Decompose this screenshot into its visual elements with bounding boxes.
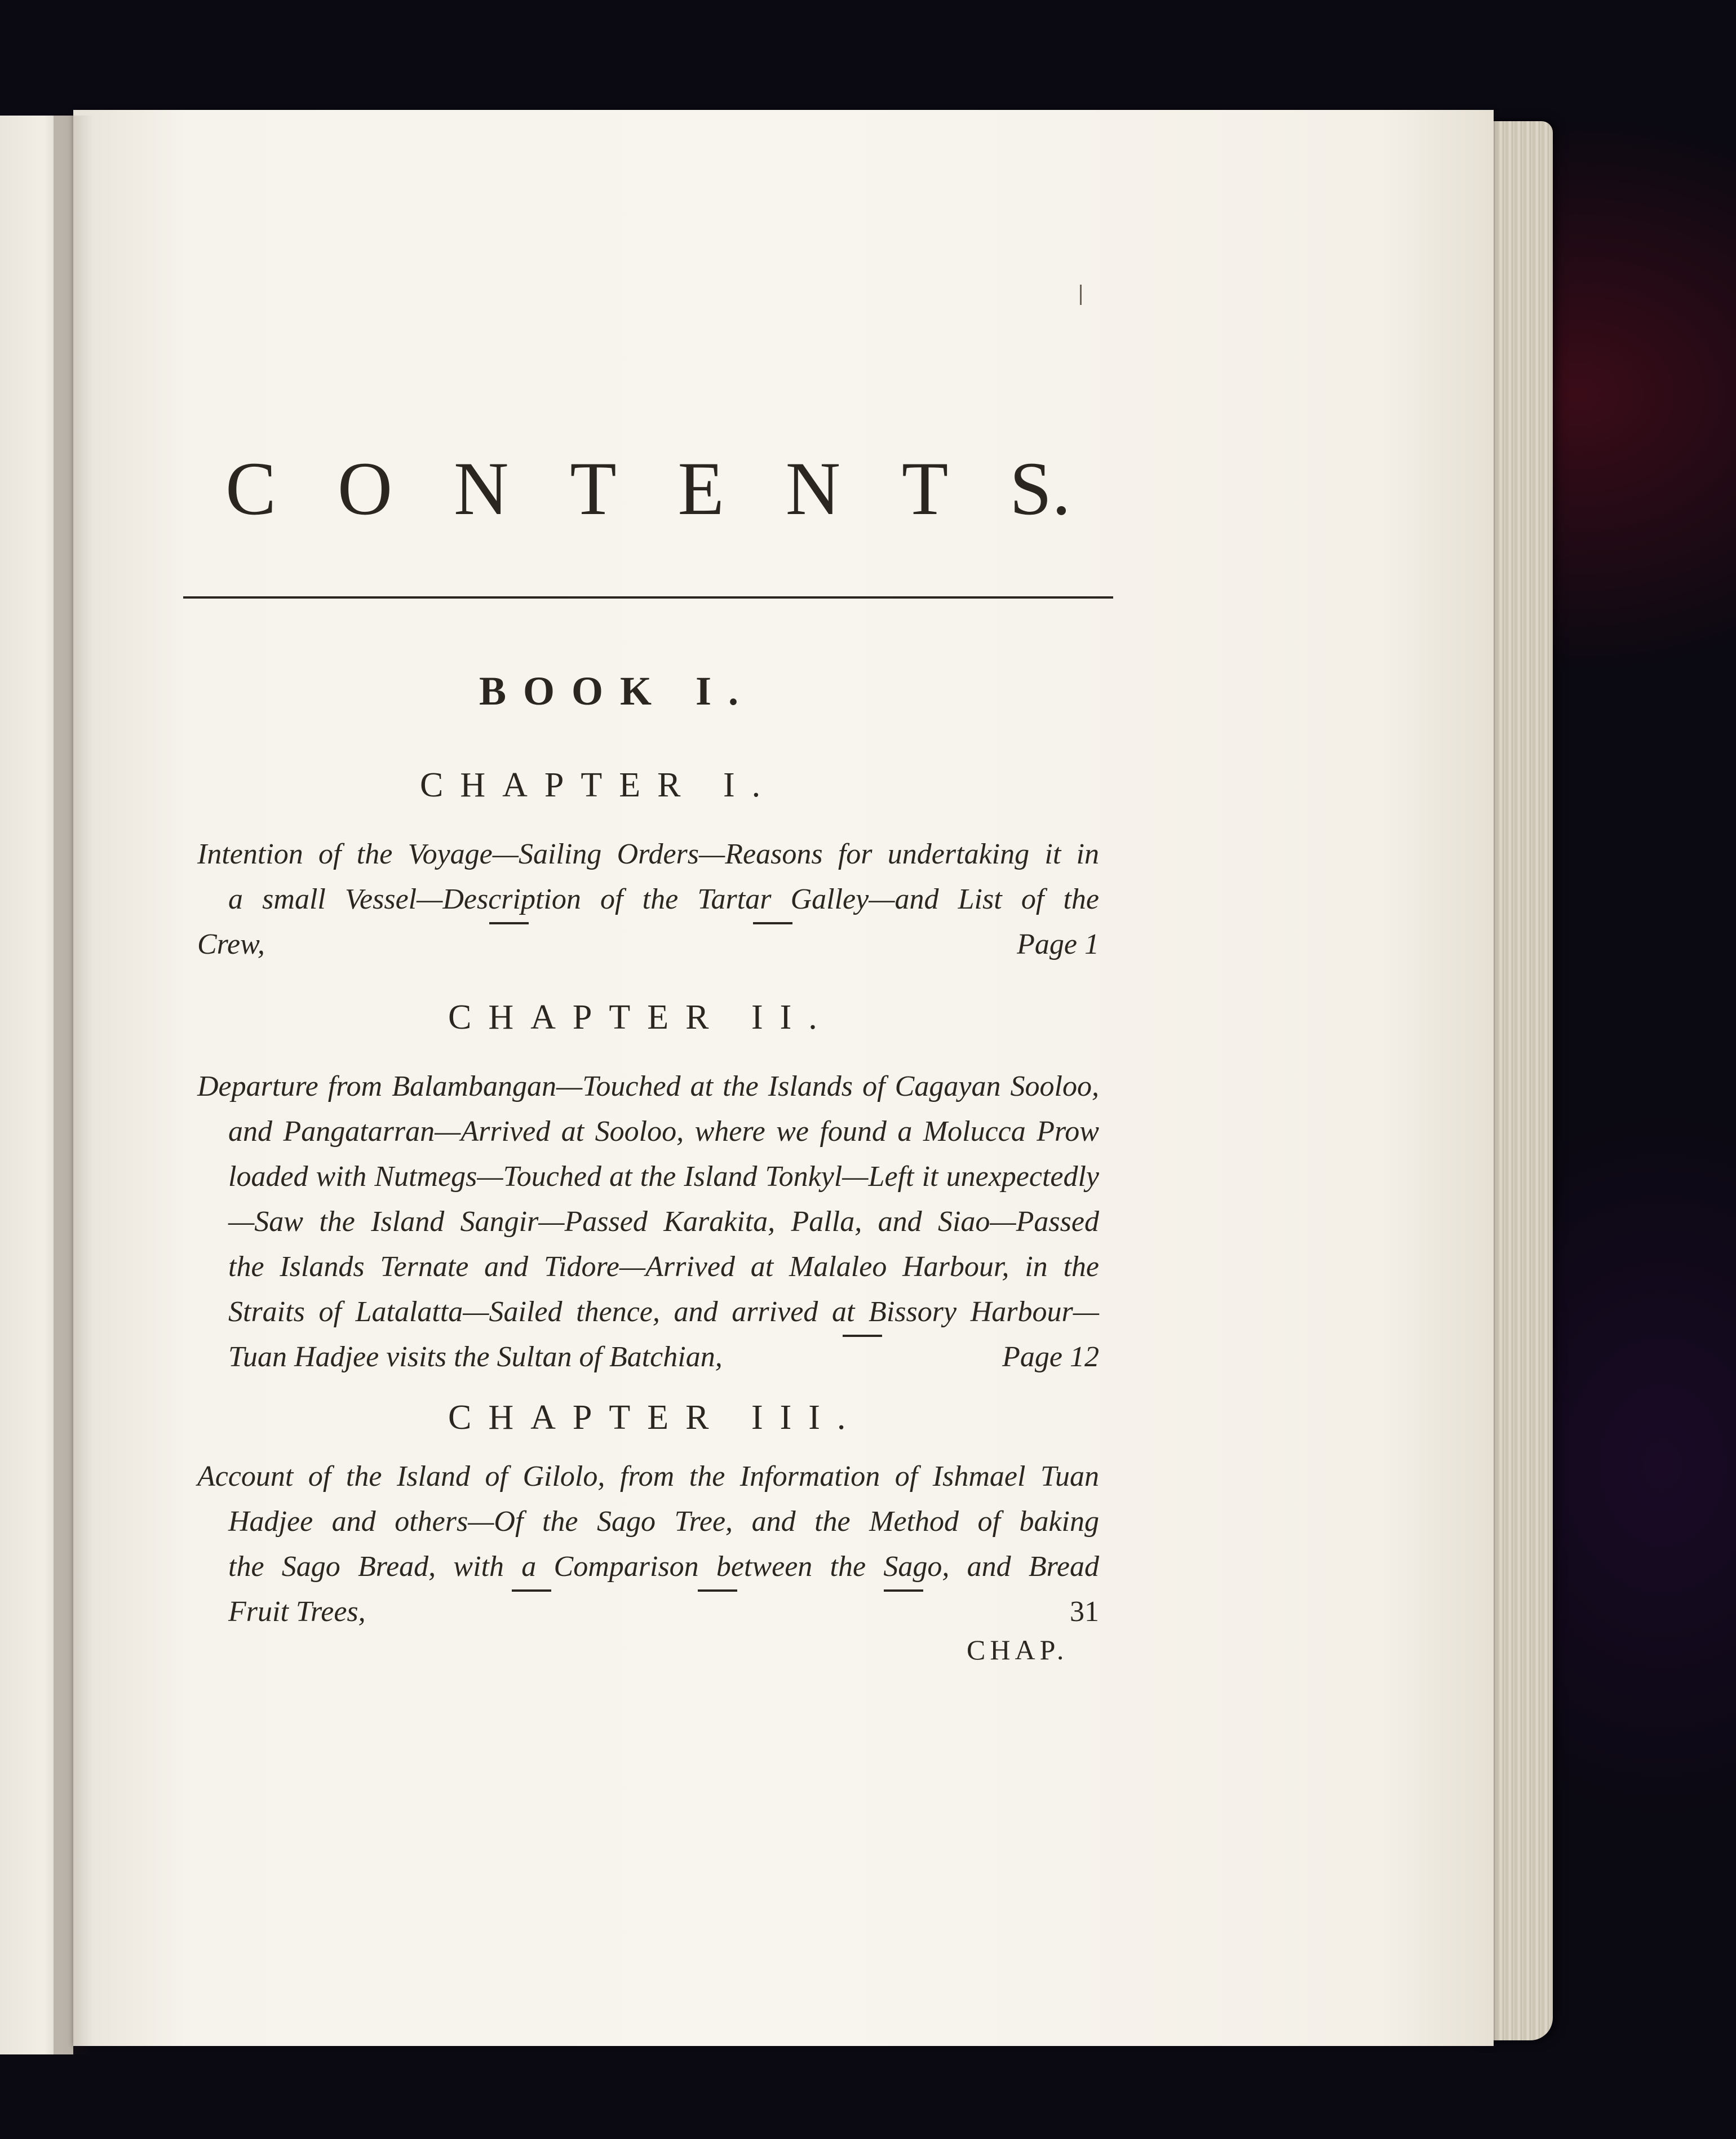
- chapter-heading: CHAPTER II.: [448, 998, 834, 1037]
- entry-last-line: [197, 1589, 1099, 1635]
- entry-line: Tuan Hadjee visits the Sultan of Batchian,: [228, 1341, 723, 1373]
- entry-line: —Saw the Island Sangir—Passed Karakita, Palla, and Siao—Passed: [228, 1206, 1099, 1238]
- title-letter: T: [901, 447, 949, 531]
- entry-line: Fruit Trees,: [228, 1596, 366, 1628]
- entry-line: Departure from Balambangan—Touched at the Islands of Cagayan Sooloo,: [197, 1070, 1099, 1102]
- entry-line: Straits of Latalatta—Sailed thence, and arrived at Bissory Harbour—: [228, 1296, 1099, 1328]
- leader-dash: [489, 922, 529, 967]
- title-letter: N: [785, 447, 841, 531]
- chapter-heading: CHAPTER I.: [420, 766, 778, 804]
- page-reference: 31: [1069, 1596, 1099, 1628]
- catchword: CHAP.: [967, 1634, 1069, 1666]
- title-letter: S.: [1009, 447, 1071, 531]
- entry-line: the Islands Ternate and Tidore—Arrived at Malaleo Harbour, in the: [228, 1251, 1099, 1283]
- leader-dash: [884, 1589, 923, 1635]
- title-letter: E: [677, 447, 724, 531]
- book-heading: BOOK I.: [479, 668, 756, 714]
- entry-line: Account of the Island of Gilolo, from the Information of Ishmael Tuan: [197, 1460, 1099, 1493]
- page-reference: Page 12: [1002, 1341, 1099, 1373]
- leader-dash: [843, 1335, 882, 1380]
- entry-line: loaded with Nutmegs—Touched at the Island Tonkyl—Left it unexpectedly: [228, 1161, 1099, 1193]
- title-letter: N: [454, 447, 509, 531]
- page-reference: Page 1: [1017, 928, 1099, 960]
- title-letter: O: [337, 447, 393, 531]
- title-letter: T: [570, 447, 617, 531]
- entry-line: Intention of the Voyage—Sailing Orders—Reasons for undertaking it in: [197, 838, 1099, 870]
- entry-last-line: [197, 922, 1099, 967]
- entry-line: the Sago Bread, with a Comparison between the Sago, and Bread: [228, 1551, 1099, 1583]
- page-gutter: [54, 116, 93, 2054]
- chapter-heading: CHAPTER III.: [448, 1398, 863, 1437]
- entry-last-line: [197, 1335, 1099, 1380]
- leader-dash: [753, 922, 792, 967]
- leader-dash: [512, 1589, 551, 1635]
- entry-line: and Pangatarran—Arrived at Sooloo, where we found a Molucca Prow: [228, 1115, 1099, 1148]
- entry-line: a small Vessel—Description of the Tartar Galley—and List of the: [228, 883, 1099, 915]
- page-mark: [1080, 285, 1082, 305]
- title-rule: [183, 596, 1113, 599]
- chapter-entry: [197, 1454, 1099, 1635]
- chapter-entry: [197, 832, 1099, 967]
- entry-line: Crew,: [197, 928, 265, 960]
- chapter-entry: [197, 1064, 1099, 1380]
- title-letter: C: [225, 447, 277, 531]
- entry-line: Hadjee and others—Of the Sago Tree, and the Method of baking: [228, 1505, 1099, 1538]
- page-title: [225, 445, 1071, 533]
- leader-dash: [698, 1589, 737, 1635]
